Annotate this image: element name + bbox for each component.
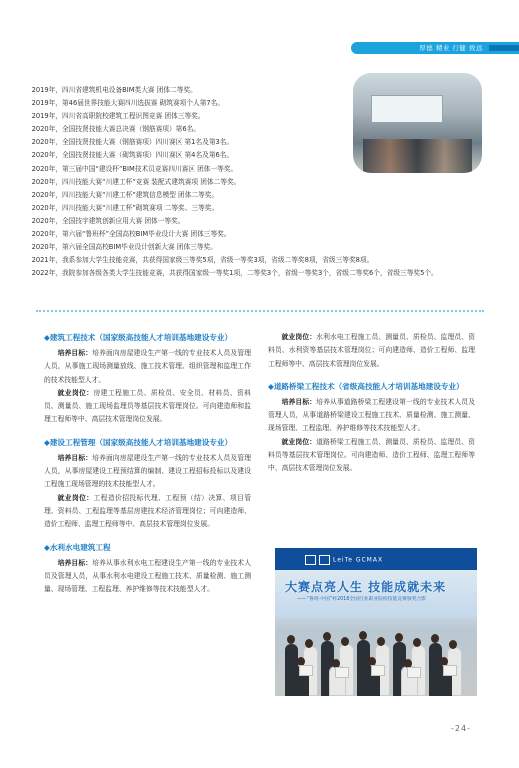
section-title-road: ◆道路桥梁工程技术（省级高技能人才培训基地建设专业） [268,381,464,391]
dotted-divider [36,310,484,312]
right-column [268,331,475,476]
award-row: 2020年，第三届中国“建设杯”BIM技术员竞赛四川赛区 团体一等奖。 [31,164,238,173]
job-positions: 就业岗位：道路桥梁工程施工员、测量员、质检员、监理员、资料员等基层技术管理岗位。可向建造师、造价工程师、监理工程师等中、高层技术管理岗位发展。 [268,437,476,473]
section-title-management: ◆建设工程管理（国家级高技能人才培训基地建设专业） [44,437,233,447]
section-title-construction: ◆建筑工程技术（国家级高技能人才培训基地建设专业） [44,333,233,342]
award-team-photo [275,548,477,696]
left-column [44,331,251,596]
photo-slogan: 大赛点亮人生 技能成就未来 [285,580,447,594]
award-row: 2020年，四川技能大赛“川建工杯”建筑信息模型 团体二等奖。 [31,190,219,199]
training-goal: 培养目标：培养从事道路桥梁工程建设第一线的专业技术人员及管理人员，从事道路桥梁建设工程施工技术、质量检测、施工测量、现场管理、工程监理、养护维修等技术技能型人才。 [268,397,476,433]
award-row: 2020年，全国技贤技能大赛总决赛（钢筋赛项）第6名。 [31,125,201,134]
award-row: 2019年，四川省建筑机电设备BIM类大赛 团体二等奖。 [31,86,197,94]
training-goal: 培养目标：培养面向房屋建设生产第一线的专业技术人员及管理人员，从事施工现场测量放线、施工技术管理、组织管理和监理工作的技术技能型人才。 [44,349,252,384]
award-row: 2020年，四川技能大赛“川建工杯”砌筑赛项 二等奖、三等奖。 [31,203,219,212]
photo-sponsor-banner [275,548,477,570]
sponsor-logos: LeiTe GCMAX [333,556,384,564]
section-title-water: ◆水利水电建筑工程 [44,542,111,552]
page-number: -24- [451,724,471,733]
motto-accent [489,45,519,51]
award-row: 2020年，第六届全国高校BIM毕业设计创新大赛 团体三等奖。 [31,243,217,252]
award-row: 2019年，第46届世界技能大赛四川选拔赛 砌筑赛项个人第7名。 [31,99,225,108]
photo-group [279,616,473,696]
awards-list [28,84,493,280]
job-positions: 就业岗位：房建工程施工员、质检员、安全员、材料员、资料员、测量员、施工现场监理员等基层技术管理岗位。可向建造师和监理工程师等中、高层技术管理岗位发展。 [44,388,252,424]
award-row: 2020年，第六届“鲁班杯”全国高校BIM毕业设计大赛 团体三等奖。 [31,230,231,239]
job-positions: 就业岗位：工程造价招投标代理、工程预（结）决算、项目管理、资料员、工程监理等基层房建技术经济管理岗位；可向建造师、造价工程师、监理工程师等中、高层技术管理岗位发展。 [44,493,252,529]
job-positions-water: 就业岗位：水利水电工程施工员、测量员、质检员、监理员、资料员、水利资等基层技术管理岗位；可向建造师、造价工程师、监理工程师等中、高层技术管理岗位发展。 [268,333,476,368]
training-goal: 培养目标：培养面向房屋建设生产第一线的专业技术人员及管理人员，从事房屋建设工程预结算的编制、建设工程招标投标以及建设工程施工现场管理的技术技能型人才。 [44,453,252,489]
training-goal: 培养目标：培养从事水利水电工程建设生产第一线的专业技术人员及管理人员，从事水利水电建设工程施工技术、质量检测、施工测量、现场管理、工程监理、养护维修等技术技能型人才。 [44,558,252,594]
award-row: 2021年，我系参加大学生技能竞赛，共获得国家级三等奖5项，省级一等奖3项，省级二等奖8项，省级三等奖8项。 [31,256,374,265]
award-row: 2022年，我院参加各级各类大学生技能竞赛，共获得国家级一等奖1项，二等奖3个，省级一等奖3个，省级二等奖6个，省级三等奖5个。 [31,269,438,278]
award-row: 2020年，全国技贤技能大赛（钢筋赛项）四川赛区 第1名及第3名。 [31,138,234,147]
award-row: 2020年，全国技宇建筑创新应用大赛 团体一等奖。 [31,216,185,225]
award-row: 2020年，四川技能大赛“川建工杯”竞赛 装配式建筑赛项 团体二等奖。 [31,177,241,186]
award-row: 2019年，四川省高职院校建筑工程识图竞赛 团体三等奖。 [31,112,205,121]
motto-text: 厚德 精业 行健 致远 [419,44,483,52]
award-row: 2020年，全国技贤技能大赛（砌筑赛项）四川赛区 第4名及第6名。 [31,151,234,160]
photo-subtitle: ——“鲁班·中国”杯2018全国行业职业院校技能竞赛颁奖合影 [297,597,427,602]
